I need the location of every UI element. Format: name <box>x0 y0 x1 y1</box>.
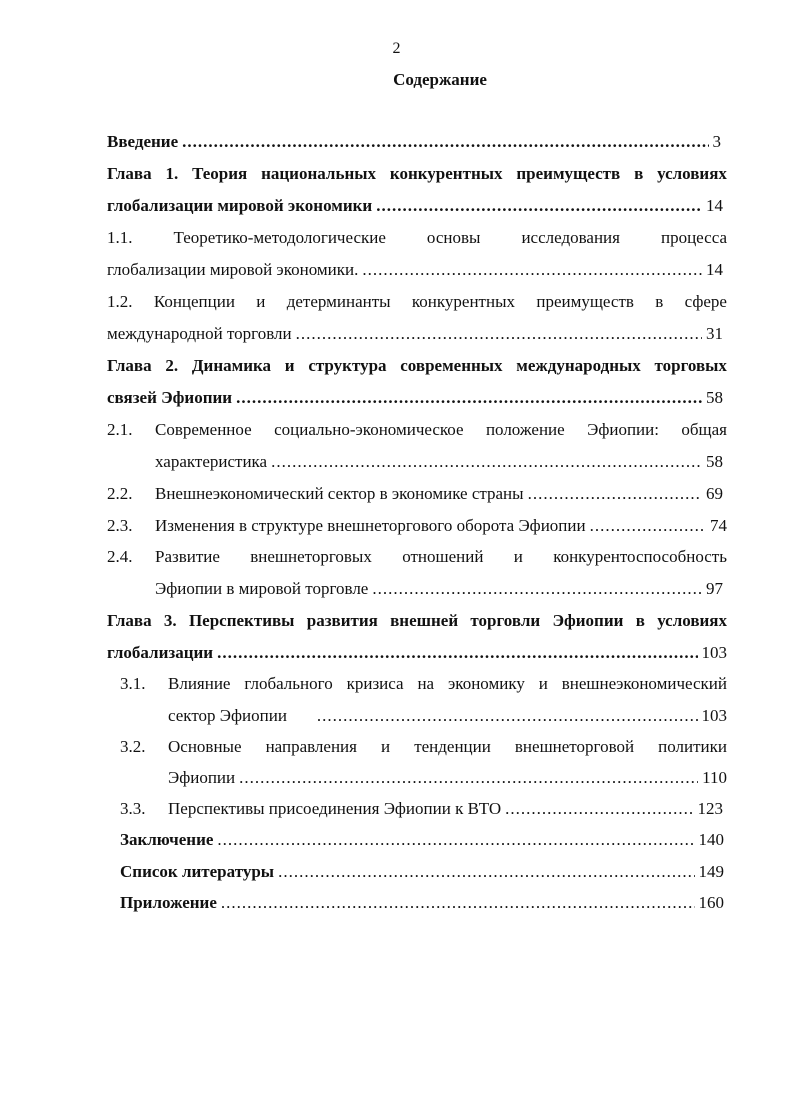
word: глобального <box>244 674 333 693</box>
toc-entry-label: Список литературы <box>120 862 275 881</box>
toc-section-2-1-line1[interactable] <box>155 418 727 442</box>
toc-entry-label: Эфиопии <box>168 768 236 787</box>
dot-leader <box>505 797 693 821</box>
toc-entry-page: 160 <box>698 893 724 912</box>
dot-leader <box>236 386 702 410</box>
word: Влияние <box>168 674 231 693</box>
toc-entry-label: характеристика <box>155 452 268 471</box>
toc-entry-label: Изменения в структуре внешнеторгового оборота Эфиопии <box>155 516 586 535</box>
toc-entry-page: 103 <box>701 643 727 662</box>
word: внешнеэкономический <box>561 674 727 693</box>
toc-section-1-1-line1[interactable] <box>107 226 727 250</box>
word: Глава <box>107 356 152 375</box>
toc-entry-label: Внешнеэкономический сектор в экономике страны <box>155 484 524 503</box>
word: в <box>655 292 664 311</box>
toc-entry-label: Приложение <box>120 893 217 912</box>
toc-section-2-4-line1[interactable] <box>155 545 727 569</box>
toc-section-3-1-line2[interactable] <box>168 704 727 728</box>
toc-entry-page: 69 <box>706 484 723 503</box>
toc-chapter-2-line1[interactable] <box>107 354 727 378</box>
toc-chapter-2-line2[interactable] <box>107 386 723 410</box>
toc-section-2-3[interactable] <box>155 514 727 538</box>
word: торговых <box>654 356 727 375</box>
dot-leader <box>239 766 698 790</box>
word: сфере <box>684 292 727 311</box>
word: основы <box>426 228 481 247</box>
word: внешней <box>390 611 459 630</box>
word: 2. <box>165 356 179 375</box>
toc-entry-page: 31 <box>706 324 723 343</box>
toc-entry-page: 58 <box>706 452 723 471</box>
word: 1.1. <box>107 228 133 247</box>
toc-section-3-2-line2[interactable] <box>168 766 727 790</box>
toc-section-2-4-line2[interactable] <box>155 577 723 601</box>
dot-leader <box>217 828 694 852</box>
toc-section-1-1-line2[interactable] <box>107 258 723 282</box>
toc-chapter-1-line2[interactable] <box>107 194 723 218</box>
word: общая <box>681 420 727 439</box>
toc-entry-page: 140 <box>698 830 724 849</box>
toc-section-number: 3.1. <box>120 674 146 693</box>
word: в <box>634 164 644 183</box>
dot-leader <box>182 130 708 154</box>
toc-chapter-3-line1[interactable] <box>107 609 727 633</box>
toc-entry-label: Эфиопии в мировой торговле <box>155 579 369 598</box>
toc-section-number: 2.4. <box>107 547 133 566</box>
word: и <box>513 547 523 566</box>
word: Развитие <box>155 547 220 566</box>
word: Концепции <box>153 292 235 311</box>
toc-entry-page: 74 <box>710 516 727 535</box>
dot-leader <box>296 322 702 346</box>
toc-section-3-2-line1[interactable] <box>168 735 727 759</box>
toc-section-2-2[interactable] <box>155 482 723 506</box>
word: и <box>284 356 295 375</box>
word: внешнеторговых <box>250 547 372 566</box>
toc-section-number: 2.1. <box>107 420 133 439</box>
word: условиях <box>657 611 727 630</box>
toc-section-1-2-line1[interactable] <box>107 290 727 314</box>
toc-section-number: 3.2. <box>120 737 146 756</box>
toc-entry-label: Заключение <box>120 830 214 849</box>
word: Перспективы <box>188 611 295 630</box>
word: Основные <box>168 737 242 756</box>
dot-leader <box>271 450 702 474</box>
word: детерминанты <box>286 292 391 311</box>
word: кризиса <box>346 674 404 693</box>
dot-leader <box>376 194 702 218</box>
dot-leader <box>217 641 697 665</box>
dot-leader <box>372 577 702 601</box>
word: 3. <box>163 611 177 630</box>
word: Теоретико-методологические <box>173 228 386 247</box>
word: Теория <box>192 164 248 183</box>
word: социально-экономическое <box>274 420 464 439</box>
toc-section-1-2-line2[interactable] <box>107 322 723 346</box>
word: 1.2. <box>107 292 133 311</box>
toc-entry-label: Введение <box>107 132 179 151</box>
word: преимуществ <box>536 292 634 311</box>
toc-entry-label: глобализации мировой экономики. <box>107 260 359 279</box>
toc-entry-label: Перспективы присоединения Эфиопии к ВТО <box>168 799 502 818</box>
toc-entry-label: международной торговли <box>107 324 292 343</box>
word: направления <box>265 737 357 756</box>
dot-leader <box>221 891 695 915</box>
word: и <box>381 737 391 756</box>
word: условиях <box>657 164 727 183</box>
toc-entry-intro[interactable] <box>107 130 721 154</box>
word: Динамика <box>191 356 272 375</box>
word: в <box>635 611 645 630</box>
toc-section-3-1-line1[interactable] <box>168 672 727 696</box>
word: конкурентных <box>389 164 503 183</box>
word: тенденции <box>414 737 491 756</box>
toc-entry-conclusion[interactable] <box>120 828 724 852</box>
word: и <box>256 292 266 311</box>
toc-entry-label: связей Эфиопии <box>107 388 233 407</box>
word: экономику <box>448 674 525 693</box>
word: внешнеторговой <box>514 737 635 756</box>
toc-entry-page: 58 <box>706 388 723 407</box>
toc-entry-references[interactable] <box>120 860 724 884</box>
word: Эфиопии: <box>587 420 659 439</box>
word: структура <box>308 356 387 375</box>
toc-entry-page: 14 <box>706 260 723 279</box>
toc-entry-page: 123 <box>697 799 723 818</box>
page-title: Содержание <box>393 70 487 89</box>
word: конкурентоспособность <box>553 547 727 566</box>
toc-section-3-3[interactable] <box>168 797 723 821</box>
toc-entry-page: 149 <box>698 862 724 881</box>
dot-leader <box>278 860 694 884</box>
toc-section-number: 2.2. <box>107 484 133 503</box>
word: преимуществ <box>516 164 621 183</box>
word: отношений <box>402 547 484 566</box>
word: конкурентных <box>411 292 516 311</box>
toc-entry-appendix[interactable] <box>120 891 724 915</box>
dot-leader <box>528 482 702 506</box>
word: 1. <box>165 164 179 183</box>
toc-entry-label: сектор Эфиопии <box>168 706 287 725</box>
page-number: 2 <box>392 40 401 57</box>
dot-leader <box>590 514 706 538</box>
toc-entry-page: 14 <box>706 196 723 215</box>
toc-chapter-3-line2[interactable] <box>107 641 727 665</box>
word: Эфиопии <box>552 611 624 630</box>
word: Современное <box>155 420 252 439</box>
toc-entry-page: 103 <box>701 706 727 725</box>
word: исследования <box>521 228 620 247</box>
toc-chapter-1-line1[interactable] <box>107 162 727 186</box>
word: процесса <box>660 228 727 247</box>
word: современных <box>400 356 503 375</box>
word: международных <box>516 356 641 375</box>
dot-leader <box>317 704 698 728</box>
word: торговли <box>470 611 541 630</box>
word: и <box>538 674 548 693</box>
toc-entry-page: 3 <box>712 132 721 151</box>
toc-entry-page: 110 <box>702 768 727 787</box>
word: политики <box>658 737 727 756</box>
dot-leader <box>362 258 702 282</box>
toc-section-number: 2.3. <box>107 516 133 535</box>
word: на <box>417 674 435 693</box>
toc-section-number: 3.3. <box>120 799 146 818</box>
word: Глава <box>107 164 152 183</box>
toc-entry-label: глобализации <box>107 643 214 662</box>
word: развития <box>306 611 378 630</box>
word: положение <box>485 420 565 439</box>
word: национальных <box>261 164 377 183</box>
toc-section-2-1-line2[interactable] <box>155 450 723 474</box>
toc-entry-page: 97 <box>706 579 723 598</box>
toc-entry-label: глобализации мировой экономики <box>107 196 373 215</box>
word: Глава <box>107 611 152 630</box>
